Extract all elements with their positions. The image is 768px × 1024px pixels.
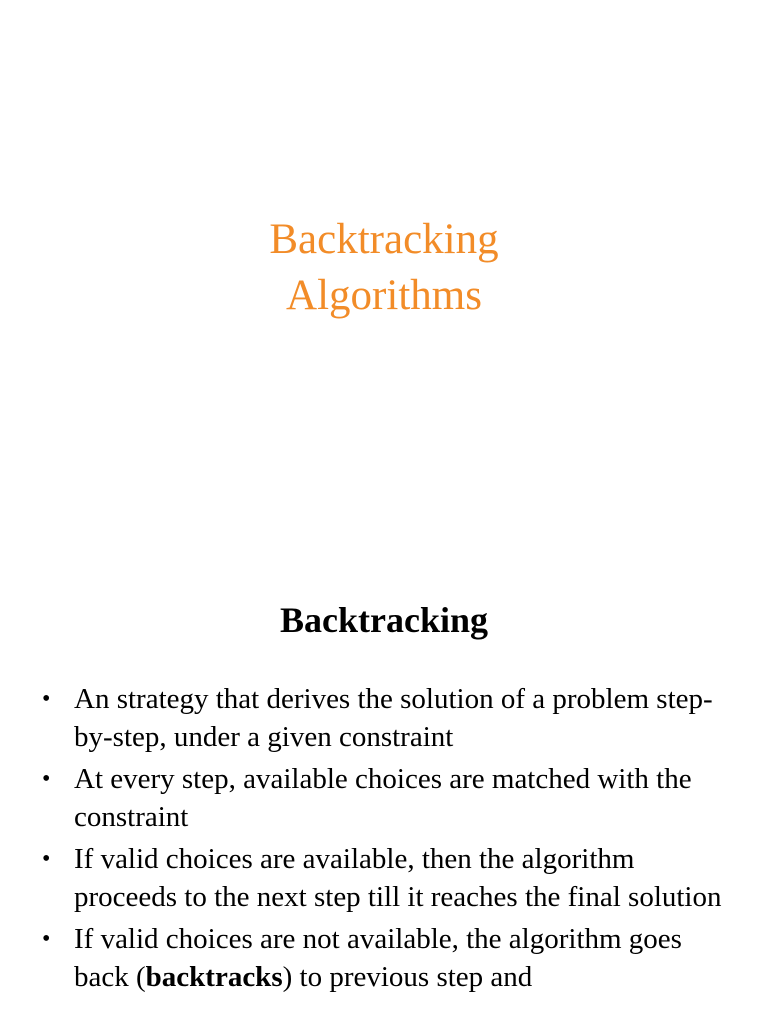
bullet-bold-term: backtracks bbox=[145, 961, 283, 993]
bullet-text: An strategy that derives the solution of a problem step-by-step, under a given constraint bbox=[74, 683, 713, 753]
bullet-text-end: ) to previous step and bbox=[282, 961, 533, 993]
bullet-item bbox=[40, 680, 740, 756]
bullet-text: If valid choices are available, then the algorithm proceeds to the next step till it reaches the final solution bbox=[74, 843, 722, 913]
slide-title bbox=[0, 212, 768, 324]
bullet-item bbox=[40, 920, 740, 996]
bullet-item bbox=[40, 840, 740, 916]
bullet-text-start: If valid choices are not available, the algorithm goes back ( bbox=[74, 923, 682, 993]
bullet-dot: • bbox=[42, 686, 51, 712]
slide-heading: Backtracking bbox=[279, 600, 488, 640]
bullet-item bbox=[40, 760, 740, 836]
bullet-dot: • bbox=[42, 846, 51, 872]
title-line-2: Algorithms bbox=[286, 272, 482, 319]
bullet-list bbox=[40, 680, 740, 1000]
title-line-1: Backtracking bbox=[269, 216, 499, 263]
bullet-text: At every step, available choices are matched with the constraint bbox=[74, 763, 692, 833]
bullet-dot: • bbox=[42, 766, 51, 792]
content-slide bbox=[0, 576, 768, 1024]
bullet-dot: • bbox=[42, 926, 51, 952]
